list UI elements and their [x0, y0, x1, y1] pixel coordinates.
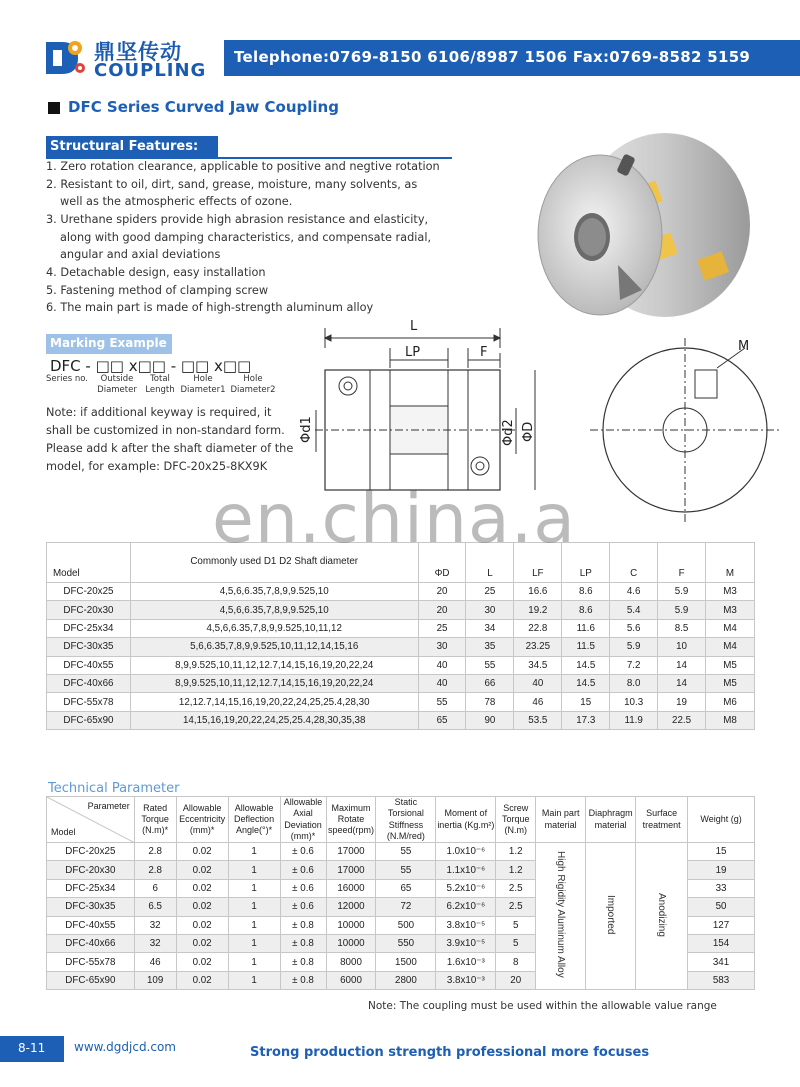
- table-cell: 1: [228, 953, 280, 971]
- table-cell: 65: [376, 879, 436, 897]
- table-cell: 8.6: [562, 601, 610, 619]
- table-cell: 8.5: [658, 619, 706, 637]
- weight-cell: 127: [688, 916, 755, 934]
- table-cell: ± 0.8: [280, 916, 326, 934]
- table-cell: 1: [228, 879, 280, 897]
- table-cell: 55: [466, 656, 514, 674]
- table-cell: 30: [466, 601, 514, 619]
- table-cell: 0.02: [176, 916, 228, 934]
- material-cell: [536, 843, 586, 990]
- table-cell: 34.5: [514, 656, 562, 674]
- table-cell: 0.02: [176, 971, 228, 989]
- model-cell: DFC-40x66: [47, 674, 131, 692]
- surface-treatment-cell-text: Anodizing: [656, 892, 668, 937]
- table-cell: 1: [228, 861, 280, 879]
- table-cell: 14.5: [562, 674, 610, 692]
- table-cell: 12000: [326, 898, 376, 916]
- table-cell: 500: [376, 916, 436, 934]
- dimension-table: [46, 542, 755, 730]
- column-header: ΦD: [418, 543, 466, 583]
- heading-divider: [46, 157, 452, 159]
- keyway-note-line: Note: if additional keyway is required, it: [46, 406, 272, 419]
- table-row: [47, 674, 755, 692]
- table-cell: 4,5,6,6.35,7,8,9,9.525,10,11,12: [130, 619, 418, 637]
- table-cell: 1.2: [496, 861, 536, 879]
- table-cell: 11.5: [562, 638, 610, 656]
- table-cell: 53.5: [514, 711, 562, 729]
- column-header: Static Torsional Stiffness (N.M/red): [376, 797, 436, 843]
- marking-label: Hole Diameter1: [180, 374, 226, 396]
- model-cell: DFC-25x34: [47, 879, 135, 897]
- keyway-note-line: shall be customized in non-standard form.: [46, 424, 285, 437]
- table-cell: 3.9x10⁻⁵: [436, 934, 496, 952]
- table-cell: 25: [418, 619, 466, 637]
- table-cell: 8: [496, 953, 536, 971]
- table-cell: 5.2x10⁻⁶: [436, 879, 496, 897]
- table-cell: 20: [418, 601, 466, 619]
- table-cell: 78: [466, 693, 514, 711]
- table-header-row: [47, 797, 755, 843]
- table-cell: 8.0: [610, 674, 658, 692]
- material-cell-text: High Rigidity Aluminum Alloy: [555, 851, 567, 978]
- table-cell: 5: [496, 916, 536, 934]
- table-cell: ± 0.8: [280, 934, 326, 952]
- weight-cell: 15: [688, 843, 755, 861]
- table-cell: M3: [706, 601, 755, 619]
- contact-bar: [224, 40, 800, 76]
- table-cell: 46: [134, 953, 176, 971]
- column-header: Maximum Rotate speed(rpm): [326, 797, 376, 843]
- model-cell: DFC-40x55: [47, 916, 135, 934]
- usage-note: Note: The coupling must be used within the allowable value range: [368, 1000, 717, 1012]
- table-cell: 0.02: [176, 861, 228, 879]
- table-cell: 14,15,16,19,20,22,24,25,25.4,28,30,35,38: [130, 711, 418, 729]
- table-cell: ± 0.8: [280, 953, 326, 971]
- corner-header: [47, 797, 135, 843]
- technical-parameter-heading: Technical Parameter: [48, 781, 180, 796]
- marking-label: Hole Diameter2: [230, 374, 276, 396]
- table-cell: 40: [418, 656, 466, 674]
- table-cell: 72: [376, 898, 436, 916]
- column-header: Main part material: [536, 797, 586, 843]
- table-cell: 5.9: [658, 583, 706, 601]
- corner-model-label: Model: [51, 826, 76, 837]
- table-cell: 16000: [326, 879, 376, 897]
- table-cell: 6.2x10⁻⁶: [436, 898, 496, 916]
- table-cell: 10000: [326, 934, 376, 952]
- weight-cell: 50: [688, 898, 755, 916]
- table-cell: 4,5,6,6.35,7,8,9,9.525,10: [130, 601, 418, 619]
- marking-code: DFC - □□ x□□ - □□ x□□: [50, 357, 252, 375]
- table-cell: 5.9: [658, 601, 706, 619]
- table-cell: 55: [376, 861, 436, 879]
- column-header: Screw Torque (N.m): [496, 797, 536, 843]
- column-header: Weight (g): [688, 797, 755, 843]
- table-cell: 2.8: [134, 861, 176, 879]
- column-header: LF: [514, 543, 562, 583]
- table-cell: 0.02: [176, 879, 228, 897]
- weight-cell: 154: [688, 934, 755, 952]
- table-cell: 0.02: [176, 843, 228, 861]
- table-cell: 5.9: [610, 638, 658, 656]
- model-cell: DFC-25x34: [47, 619, 131, 637]
- table-cell: 20: [496, 971, 536, 989]
- table-cell: 3.8x10⁻⁵: [436, 916, 496, 934]
- column-header: Commonly used D1 D2 Shaft diameter: [130, 543, 418, 583]
- table-cell: M4: [706, 619, 755, 637]
- table-cell: 6.5: [134, 898, 176, 916]
- table-cell: M5: [706, 656, 755, 674]
- table-row: [47, 693, 755, 711]
- dim-label-d2: Φd2: [501, 419, 516, 446]
- table-cell: 5.4: [610, 601, 658, 619]
- table-cell: 15: [562, 693, 610, 711]
- table-cell: 4,5,6,6.35,7,8,9,9.525,10: [130, 583, 418, 601]
- feature-line: angular and axial deviations: [60, 248, 221, 261]
- model-cell: DFC-20x25: [47, 843, 135, 861]
- table-cell: 17.3: [562, 711, 610, 729]
- table-cell: 16.6: [514, 583, 562, 601]
- dim-label-LP: LP: [405, 345, 421, 360]
- column-header: Rated Torque (N.m)*: [134, 797, 176, 843]
- feature-line: 4. Detachable design, easy installation: [46, 266, 266, 279]
- table-cell: 23.25: [514, 638, 562, 656]
- table-cell: 2800: [376, 971, 436, 989]
- table-cell: 1: [228, 971, 280, 989]
- column-header: Moment of inertia (Kg.m²): [436, 797, 496, 843]
- column-header: Surface treatment: [636, 797, 688, 843]
- table-cell: 2.8: [134, 843, 176, 861]
- table-cell: 10000: [326, 916, 376, 934]
- model-cell: DFC-20x30: [47, 861, 135, 879]
- marking-label: Outside Diameter: [97, 374, 137, 396]
- table-cell: 109: [134, 971, 176, 989]
- feature-line: 2. Resistant to oil, dirt, sand, grease, moisture, many solvents, as: [46, 178, 418, 191]
- page-number: 8-11: [0, 1036, 64, 1062]
- table-cell: 6: [134, 879, 176, 897]
- table-cell: 1.6x10⁻³: [436, 953, 496, 971]
- model-cell: DFC-55x78: [47, 953, 135, 971]
- diaphragm-cell: [586, 843, 636, 990]
- table-cell: 5,6,6.35,7,8,9,9.525,10,11,12,14,15,16: [130, 638, 418, 656]
- feature-line: 6. The main part is made of high-strength aluminum alloy: [46, 301, 374, 314]
- column-header: Allowable Axial Deviation (mm)*: [280, 797, 326, 843]
- table-cell: 20: [418, 583, 466, 601]
- model-cell: DFC-40x55: [47, 656, 131, 674]
- table-cell: 1.2: [496, 843, 536, 861]
- table-cell: M8: [706, 711, 755, 729]
- column-header: F: [658, 543, 706, 583]
- feature-line: along with good damping characteristics, and compensate radial,: [60, 231, 432, 244]
- weight-cell: 583: [688, 971, 755, 989]
- table-cell: 1: [228, 916, 280, 934]
- table-cell: ± 0.8: [280, 971, 326, 989]
- table-row: [47, 843, 755, 861]
- dim-label-d1: Φd1: [299, 416, 314, 443]
- keyway-note-line: Please add k after the shaft diameter of the: [46, 442, 294, 455]
- column-header: Model: [47, 543, 131, 583]
- table-cell: 10.3: [610, 693, 658, 711]
- feature-line: 3. Urethane spiders provide high abrasion resistance and elasticity,: [46, 213, 429, 226]
- model-cell: DFC-30x35: [47, 898, 135, 916]
- table-cell: M5: [706, 674, 755, 692]
- table-row: [47, 583, 755, 601]
- feature-line: 1. Zero rotation clearance, applicable to positive and negtive rotation: [46, 160, 440, 173]
- feature-line: well as the atmospheric effects of ozone.: [60, 195, 293, 208]
- table-cell: 8,9,9.525,10,11,12,12.7,14,15,16,19,20,22,24: [130, 656, 418, 674]
- coupling-product-photo: [520, 125, 760, 340]
- table-cell: 55: [376, 843, 436, 861]
- table-cell: 0.02: [176, 898, 228, 916]
- logo-mark-icon: [44, 38, 86, 78]
- column-header: M: [706, 543, 755, 583]
- table-row: [47, 711, 755, 729]
- table-cell: 1500: [376, 953, 436, 971]
- table-cell: ± 0.6: [280, 898, 326, 916]
- table-cell: M4: [706, 638, 755, 656]
- table-cell: M6: [706, 693, 755, 711]
- dim-label-D: ΦD: [521, 421, 536, 442]
- table-cell: 1.1x10⁻⁶: [436, 861, 496, 879]
- table-cell: 7.2: [610, 656, 658, 674]
- table-cell: ± 0.6: [280, 879, 326, 897]
- feature-line: 5. Fastening method of clamping screw: [46, 284, 269, 297]
- column-header: Allowable Deflection Angle(°)*: [228, 797, 280, 843]
- page-title: DFC Series Curved Jaw Coupling: [68, 98, 339, 116]
- model-cell: DFC-20x25: [47, 583, 131, 601]
- website-link[interactable]: www.dgdjcd.com: [74, 1040, 176, 1054]
- marking-label: Total Length: [145, 374, 175, 396]
- model-cell: DFC-65x90: [47, 971, 135, 989]
- table-cell: 11.9: [610, 711, 658, 729]
- table-cell: 66: [466, 674, 514, 692]
- model-cell: DFC-20x30: [47, 601, 131, 619]
- model-cell: DFC-65x90: [47, 711, 131, 729]
- table-cell: 11.6: [562, 619, 610, 637]
- table-cell: 2.5: [496, 898, 536, 916]
- dim-label-L: L: [410, 319, 418, 334]
- table-cell: M3: [706, 583, 755, 601]
- table-cell: 3.8x10⁻³: [436, 971, 496, 989]
- logo-english-text: COUPLING: [94, 60, 207, 81]
- column-header: LP: [562, 543, 610, 583]
- marking-example-heading: Marking Example: [46, 334, 172, 354]
- table-cell: 6000: [326, 971, 376, 989]
- logo-chinese-text: 鼎坚传动: [94, 40, 182, 64]
- table-cell: 40: [514, 674, 562, 692]
- model-cell: DFC-40x66: [47, 934, 135, 952]
- table-cell: 35: [466, 638, 514, 656]
- weight-cell: 341: [688, 953, 755, 971]
- table-cell: 12,12.7,14,15,16,19,20,22,24,25,25.4,28,30: [130, 693, 418, 711]
- dim-label-M: M: [738, 339, 750, 354]
- table-cell: 65: [418, 711, 466, 729]
- surface-treatment-cell: [636, 843, 688, 990]
- table-cell: ± 0.6: [280, 861, 326, 879]
- table-cell: 22.8: [514, 619, 562, 637]
- table-cell: 1: [228, 898, 280, 916]
- table-cell: 0.02: [176, 934, 228, 952]
- marking-label: Series no.: [46, 374, 88, 384]
- column-header: L: [466, 543, 514, 583]
- table-cell: 4.6: [610, 583, 658, 601]
- footer-slogan: Strong production strength professional more focuses: [250, 1045, 650, 1060]
- table-cell: 17000: [326, 843, 376, 861]
- table-cell: 8000: [326, 953, 376, 971]
- table-cell: 40: [418, 674, 466, 692]
- table-cell: 1: [228, 843, 280, 861]
- technical-table: [46, 796, 755, 990]
- table-cell: 25: [466, 583, 514, 601]
- table-cell: 14: [658, 674, 706, 692]
- contact-info: Telephone:0769-8150 6106/8987 1506 Fax:0769-8582 5159: [234, 48, 751, 66]
- table-cell: 46: [514, 693, 562, 711]
- table-row: [47, 619, 755, 637]
- column-header: Allowable Eccentricity (mm)*: [176, 797, 228, 843]
- table-cell: 14.5: [562, 656, 610, 674]
- table-row: [47, 601, 755, 619]
- dim-label-F: F: [480, 345, 488, 360]
- table-cell: 90: [466, 711, 514, 729]
- table-cell: 0.02: [176, 953, 228, 971]
- table-cell: 5.6: [610, 619, 658, 637]
- structural-features-heading: Structural Features:: [46, 136, 218, 158]
- weight-cell: 19: [688, 861, 755, 879]
- title-square-icon: [48, 102, 60, 114]
- diaphragm-cell-text: Imported: [605, 894, 617, 935]
- company-logo: [44, 34, 224, 84]
- keyway-note-line: model, for example: DFC-20x25-8KX9K: [46, 460, 268, 473]
- table-cell: 2.5: [496, 879, 536, 897]
- table-cell: 32: [134, 934, 176, 952]
- table-cell: 550: [376, 934, 436, 952]
- table-cell: 1: [228, 934, 280, 952]
- table-cell: 34: [466, 619, 514, 637]
- table-cell: 17000: [326, 861, 376, 879]
- table-cell: 10: [658, 638, 706, 656]
- table-cell: 14: [658, 656, 706, 674]
- corner-parameter-label: Parameter: [87, 801, 130, 811]
- weight-cell: 33: [688, 879, 755, 897]
- table-cell: 19: [658, 693, 706, 711]
- watermark: en.china.a: [212, 480, 576, 559]
- table-row: [47, 638, 755, 656]
- table-cell: 8,9,9.525,10,11,12,12.7,14,15,16,19,20,22,24: [130, 674, 418, 692]
- table-row: [47, 656, 755, 674]
- model-cell: DFC-30x35: [47, 638, 131, 656]
- table-cell: 8.6: [562, 583, 610, 601]
- column-header: Diaphragm material: [586, 797, 636, 843]
- table-cell: 19.2: [514, 601, 562, 619]
- table-cell: 1.0x10⁻⁶: [436, 843, 496, 861]
- table-cell: 32: [134, 916, 176, 934]
- table-cell: 5: [496, 934, 536, 952]
- table-cell: 22.5: [658, 711, 706, 729]
- column-header: C: [610, 543, 658, 583]
- table-cell: ± 0.6: [280, 843, 326, 861]
- table-cell: 55: [418, 693, 466, 711]
- model-cell: DFC-55x78: [47, 693, 131, 711]
- table-cell: 30: [418, 638, 466, 656]
